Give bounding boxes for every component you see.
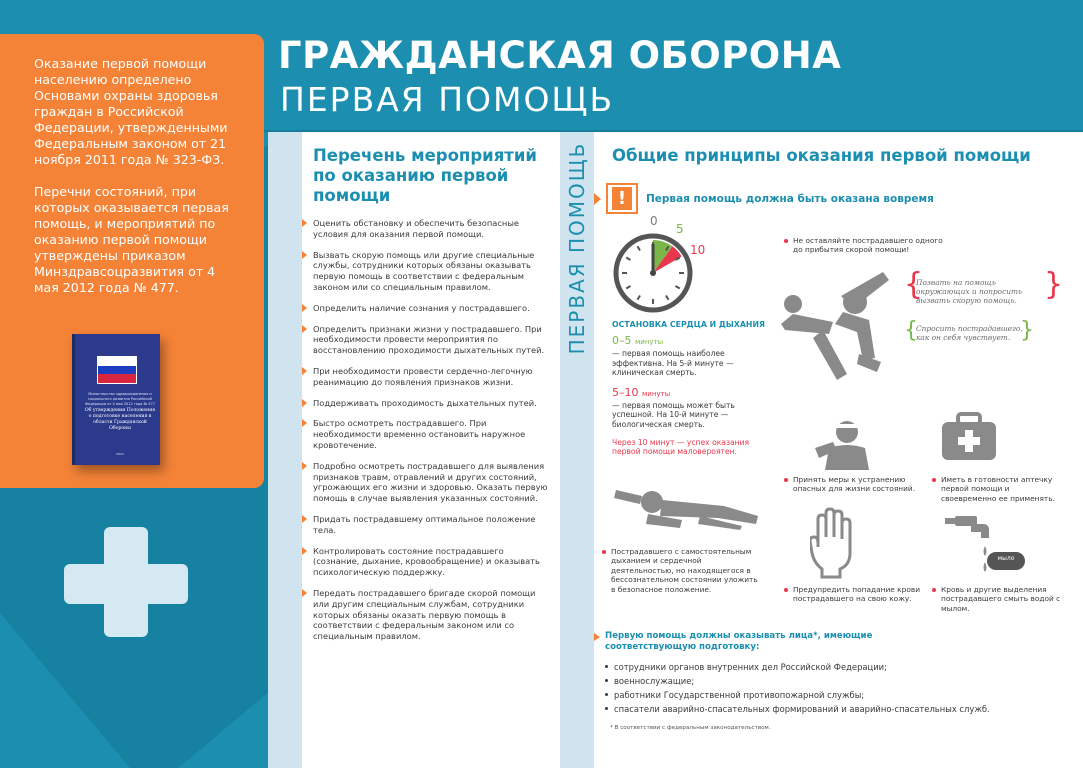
booklet-line-2: Об утверждении Положения о подготовке населения в области Гражданской Обороны (84, 408, 156, 431)
booklet-line-3: 2012 (116, 452, 124, 456)
measure-item: Придать пострадавшему оптимальное положение тела. (313, 514, 549, 536)
page-title: ГРАЖДАНСКАЯ ОБОРОНА (278, 34, 842, 77)
range-2-unit: минуты (642, 389, 671, 398)
booklet-cover (72, 334, 160, 465)
measure-item: Быстро осмотреть пострадавшего. При необходимости временно остановить наружное кровотечение. (313, 418, 549, 450)
measure-item: Контролировать состояние пострадавшего (сознание, дыхание, кровообращение) и оказывать психологическую поддержку. (313, 546, 549, 578)
range-2-desc: — первая помощь может быть успешной. На 10-й минуте — биологическая смерть. (612, 400, 735, 429)
warning-mark: ! (612, 187, 632, 210)
measure-item: Вызвать скорую помощь или другие специальные службы, сотрудники которых обязаны оказывать первую помощь в соответствии с федеральным законом или со специальным правилом. (313, 250, 549, 293)
range-1-desc: — первая помощь наиболее эффективна. На 5-й минуте — клиническая смерть. (612, 349, 734, 378)
duty-title: Первую помощь должны оказывать лица*, имеющие соответствующую подготовку: (605, 631, 873, 652)
measure-item: Определить наличие сознания у пострадавшего. (313, 303, 549, 314)
tap-icon (945, 516, 1025, 580)
range-2: 5–10 (612, 385, 639, 399)
tip-dont-leave: Не оставляйте пострадавшего одного до прибытия скорой помощи! (793, 236, 953, 255)
tip-call-help: Позвать на помощь окружающих и попросить вызвать скорую помощь. (916, 278, 1023, 305)
clock-label-10: 10 (690, 243, 706, 257)
soap-label: мыло (997, 555, 1015, 562)
pale-column (268, 132, 302, 768)
page-subtitle: ПЕРВАЯ ПОМОЩЬ (280, 80, 615, 119)
duty-item: спасатели аварийно-спасательных формирований и аварийно-спасательных служб. (605, 702, 1065, 716)
measure-item: Поддерживать проходимость дыхательных путей. (313, 398, 549, 409)
russian-flag-icon (97, 356, 137, 384)
glove-icon (810, 507, 852, 579)
measure-item: Передать пострадавшего бригаде скорой помощи или другим специальным службам, сотрудники которых обязаны оказать первую помощь в соответствии с федеральным законом или со специальным правилом. (313, 588, 549, 642)
booklet-line-1: Министерство здравоохранения и социального развития Российской Федерации от 4 мая 2012 года № 477 (85, 392, 155, 406)
measures-list (313, 218, 549, 652)
duty-arrow-icon (594, 633, 600, 641)
duty-item: работники Государственной противопожарной службы; (605, 688, 1065, 702)
footnote: * В соответствии с федеральным законодательством. (610, 725, 771, 731)
tip-wash: Кровь и другие выделения пострадавшего смыть водой с мылом. (941, 585, 1061, 613)
first-aid-kit-icon (940, 412, 998, 462)
measure-item: Подробно осмотреть пострадавшего для выявления признаков травм, отравлений и других состояний, угрожающих его жизни и здоровью. Оказать первую помощь в случае выявления указанных состояний. (313, 460, 548, 504)
warning-arrow-icon (594, 193, 601, 205)
measure-item: При необходимости провести сердечно-легочную реанимацию до появления признаков жизни. (313, 366, 549, 388)
bandage-figure-icon (815, 418, 875, 470)
duty-item: военнослужащие; (605, 674, 1065, 688)
late-note: Через 10 минут — успех оказания первой помощи маловероятен. (612, 437, 750, 457)
measures-title: Перечень мероприятий по оказанию первой помощи (313, 146, 537, 205)
range-1: 0–5 (612, 334, 632, 347)
helper-figure-icon (773, 262, 903, 387)
recovery-position-icon (612, 480, 760, 532)
principles-title: Общие принципы оказания первой помощи (612, 146, 1031, 165)
duty-item: сотрудники органов внутренних дел Российской Федерации; (605, 660, 1065, 674)
clock-label-0: 0 (650, 214, 658, 228)
warning-icon (606, 183, 638, 214)
measure-item: Оценить обстановку и обеспечить безопасные условия для оказания первой помощи. (313, 218, 549, 240)
clock-icon (612, 232, 694, 314)
brace-right-icon-green: } (1020, 318, 1034, 343)
vertical-section-label: ПЕРВАЯ ПОМОЩЬ (565, 141, 589, 355)
duty-list (605, 660, 1065, 716)
time-ranges (612, 334, 772, 457)
tip-gloves: Предупредить попадание крови пострадавшего на свою кожу. (793, 585, 923, 604)
tip-ask: Спросить пострадавшего, как он себя чувствует. (916, 324, 1023, 342)
tip-first-aid-kit: Иметь в готовности аптечку первой помощи и своевременно ее применять. (941, 475, 1066, 503)
measure-item: Определить признаки жизни у пострадавшего. При необходимости провести мероприятия по восстановлению проходимости дыхательных путей. (313, 324, 549, 356)
cardiac-arrest-title: ОСТАНОВКА СЕРДЦА И ДЫХАНИЯ (612, 320, 765, 329)
legal-paragraph-1: Оказание первой помощи населению определено Основами охраны здоровья граждан в Российской Федерации, утвержденными Федеральным законом от 21 ноября 2011 года № 323-ФЗ. (34, 56, 228, 167)
clock-label-5: 5 (676, 222, 684, 236)
tip-remove-danger: Принять меры к устранению опасных для жизни состояний. (793, 475, 923, 494)
range-1-unit: минуты (635, 338, 664, 346)
brace-left-icon-green: { (904, 318, 918, 343)
medical-cross-icon-bar (64, 564, 188, 604)
tip-recovery-position: Пострадавшего с самостоятельным дыханием и сердечной деятельностью, но находящегося в бессознательном состоянии уложить в безопасное положение. (611, 547, 761, 594)
brace-left-icon: { (904, 267, 924, 302)
warning-text: Первая помощь должна быть оказана вовремя (646, 193, 934, 205)
legal-paragraph-2: Перечни состояний, при которых оказывается первая помощь, и мероприятий по оказанию первой помощи утверждены приказом Минздравсоцразвития от 4 мая 2012 года № 477. (34, 184, 229, 295)
brace-right-icon: } (1044, 267, 1064, 302)
